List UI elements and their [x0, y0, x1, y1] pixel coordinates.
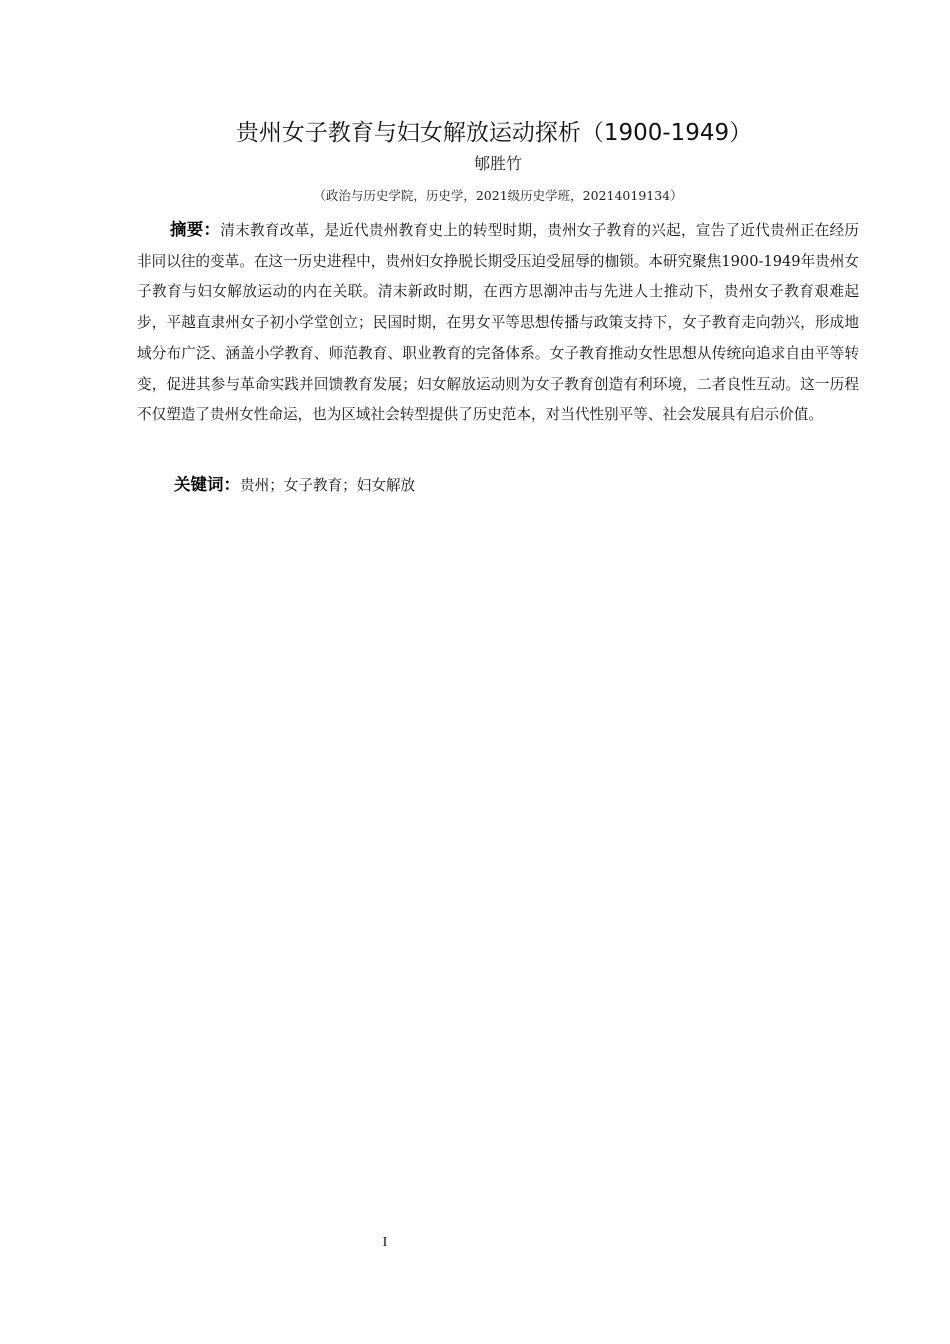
keywords-line — [174, 470, 854, 501]
abstract-label: 摘要： — [170, 220, 221, 239]
abstract-paragraph — [137, 215, 859, 431]
author-affiliation: （政治与历史学院，历史学，2021级历史学班，20214019134） — [313, 188, 683, 203]
author-name: 郇胜竹 — [473, 154, 522, 173]
abstract-text: 清末教育改革，是近代贵州教育史上的转型时期，贵州女子教育的兴起，宣告了近代贵州正在经历非同以往的变革。在这一历史进程中，贵州妇女挣脱长期受压迫受屈辱的枷锁。本研究聚焦1900-1949年贵州女子教育与妇女解放运动的内在关联。清末新政时期，在西方思潮冲击与先进人士推动下，贵州女子教育艰难起步，平越直隶州女子初小学堂创立；民国时期，在男女平等思想传播与政策支持下，女子教育走向勃兴，形成地域分布广泛、涵盖小学教育、师范教育、职业教育的完备体系。女子教育推动女性思想从传统向追求自由平等转变，促进其参与革命实践并回馈教育发展；妇女解放运动则为女子教育创造有利环境，二者良性互动。这一历程不仅塑造了贵州女性命运，也为区域社会转型提供了历史范本，对当代性别平等、社会发展具有启示价值。 — [137, 222, 859, 424]
keywords-label: 关键词： — [174, 475, 240, 494]
paper-title: 贵州女子教育与妇女解放运动探析（1900-1949） — [235, 120, 753, 146]
page-number: I — [382, 1235, 388, 1250]
keywords-text: 贵州；女子教育；妇女解放 — [240, 477, 416, 494]
